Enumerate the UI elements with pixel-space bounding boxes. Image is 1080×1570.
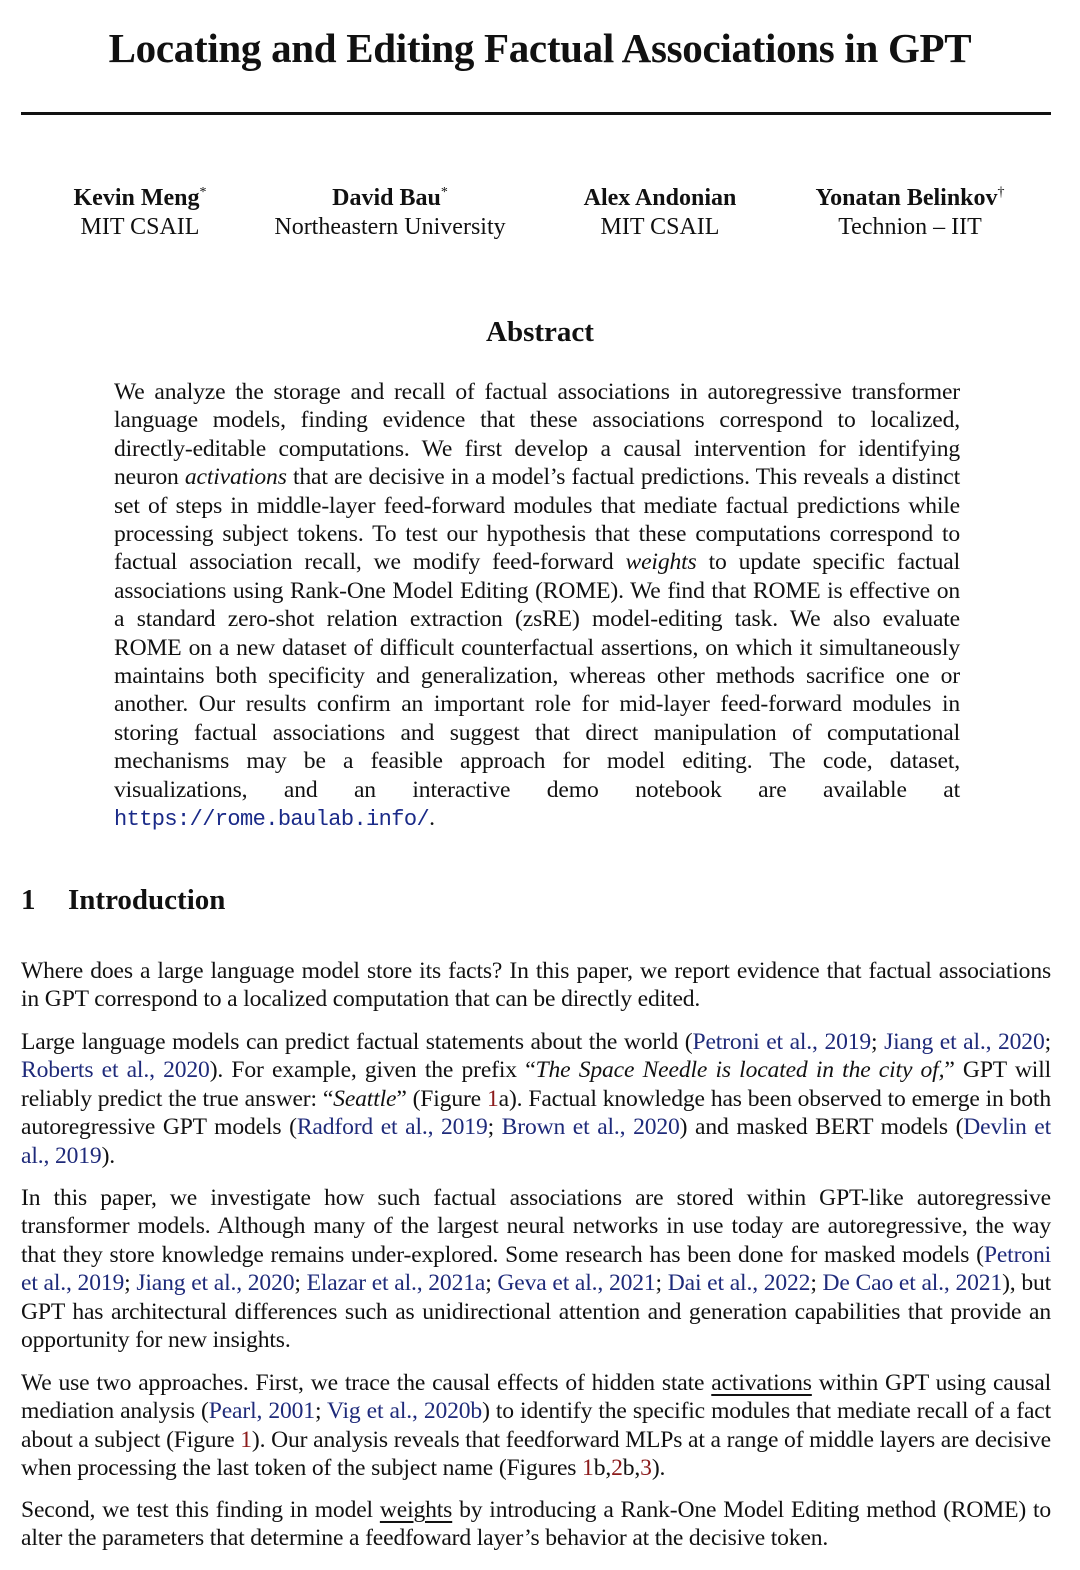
abstract-heading: Abstract — [486, 316, 594, 348]
emphasis: weights — [625, 549, 697, 576]
underlined-term: weights — [379, 1497, 453, 1523]
paper-title: Locating and Editing Factual Associations in GPT — [108, 25, 972, 71]
author-4 — [790, 184, 1030, 242]
citation-link[interactable]: De Cao et al., 2021 — [822, 1270, 1003, 1297]
section-heading — [21, 884, 225, 917]
citation-link[interactable]: Petroni et al., 2019 — [692, 1029, 872, 1055]
underlined-term: activations — [711, 1370, 812, 1396]
author-affiliation: Northeastern University — [274, 214, 506, 240]
citation-link[interactable]: Jiang et al., 2020 — [136, 1270, 295, 1297]
author-mark: † — [997, 185, 1005, 200]
author-mark: * — [199, 185, 207, 200]
section-number: 1 — [21, 884, 36, 916]
author-3 — [560, 184, 760, 242]
figure-ref-link[interactable]: 1 — [240, 1426, 252, 1453]
citation-link[interactable]: Geva et al., 2021 — [497, 1270, 656, 1297]
citation-link[interactable]: Radford et al., 2019 — [296, 1114, 488, 1141]
author-affiliation: MIT CSAIL — [600, 214, 720, 240]
figure-ref-link[interactable]: 1 — [486, 1085, 499, 1112]
emphasis: The Space Needle is located in the city of, — [535, 1057, 945, 1084]
intro-paragraph-5: Second, we test this finding in model weights by introducing a Rank-One Model Editing method (ROME) to alter the parameters that determine a feedfoward layer’s behavior at the decisive token. — [21, 1497, 1051, 1552]
abstract-body: We analyze the storage and recall of factual associations in autoregressive transformer language models, finding evidence that these associations correspond to localized, directly-editable computations. We first develop a causal intervention for identifying neuron activations that are decisive in a model’s factual predictions. This reveals a distinct set of steps in middle-layer feed-forward modules that mediate factual predictions while processing subject tokens. To test our hypothesis that these computations correspond to factual association recall, we modify feed-forward weights to update specific factual associations using Rank-One Model Editing (ROME). We find that ROME is effective on a standard zero-shot relation extraction (zsRE) model-editing task. We also evaluate ROME on a new dataset of difficult counterfactual assertions, on which it simultaneously maintains both specificity and generalization, whereas other methods sacrifice one or another. Our results confirm an important role for mid-layer feed-forward modules in storing factual associations and suggest that direct manipulation of computational mechanisms may be a feasible approach for model editing. The code, dataset, visualizations, and an interactive demo notebook are available at https://rome.baulab.info/. — [114, 379, 961, 833]
author-block — [0, 184, 1080, 254]
author-name: Alex Andonian — [583, 185, 737, 211]
figure-ref-link[interactable]: 1 — [582, 1455, 594, 1482]
intro-paragraph-1: Where does a large language model store its facts? In this paper, we report evidence that factual associations in GPT correspond to a localized computation that can be directly edited. — [21, 958, 1051, 1013]
section-title: Introduction — [68, 884, 226, 916]
emphasis: Seattle — [333, 1085, 397, 1112]
figure-ref-link[interactable]: 3 — [640, 1455, 652, 1482]
citation-link[interactable]: Jiang et al., 2020 — [884, 1029, 1045, 1055]
intro-paragraph-2: Large language models can predict factual statements about the world (Petroni et al., 2019; Jiang et al., 2020; Roberts et al., 2020). For example, given the prefix “The Space Needle is located in the city of,” GPT will reliably predict the true answer: “Seattle” (Figure 1a). Factual knowledge has been observed to emerge in both autoregressive GPT models (Radford et al., 2019; Brown et al., 2020) and masked BERT models (Devlin et al., 2019). — [21, 1029, 1052, 1169]
emphasis: activations — [184, 464, 287, 491]
author-name: Kevin Meng — [73, 185, 200, 211]
figure-ref-link[interactable]: 2 — [611, 1455, 623, 1482]
citation-link[interactable]: Devlin et al., 2019 — [21, 1114, 1051, 1169]
author-1 — [40, 184, 240, 242]
citation-link[interactable]: Elazar et al., 2021a — [306, 1270, 486, 1297]
citation-link[interactable]: Pearl, 2001 — [208, 1398, 315, 1425]
citation-link[interactable]: Dai et al., 2022 — [667, 1270, 811, 1297]
citation-link[interactable]: Roberts et al., 2020 — [21, 1057, 210, 1084]
intro-paragraph-4: We use two approaches. First, we trace the causal effects of hidden state activations within GPT using causal mediation analysis (Pearl, 2001; Vig et al., 2020b) to identify the specific modules that mediate recall of a fact about a subject (Figure 1). Our analysis reveals that feedforward MLPs at a range of middle layers are decisive when processing the last token of the subject name (Figures 1b,2b,3). — [21, 1370, 1052, 1482]
citation-link[interactable]: Petroni et al., 2019 — [21, 1241, 1051, 1297]
citation-link[interactable]: Brown et al., 2020 — [501, 1114, 680, 1141]
author-mark: * — [440, 185, 448, 200]
author-name: David Bau — [332, 185, 441, 211]
citation-link[interactable]: Vig et al., 2020b — [327, 1398, 483, 1425]
intro-paragraph-3: In this paper, we investigate how such factual associations are stored within GPT-like autoregressive transformer models. Although many of the largest neural networks in use today are autoregressive, the way that they store knowledge remains under-explored. Some research has been done for masked models (Petroni et al., 2019; Jiang et al., 2020; Elazar et al., 2021a; Geva et al., 2021; Dai et al., 2022; De Cao et al., 2021), but GPT has architectural differences such as unidirectional attention and generation capabilities that provide an opportunity for new insights. — [21, 1185, 1052, 1354]
project-url-link[interactable]: https://rome.baulab.info/ — [114, 807, 430, 833]
author-affiliation: Technion – IIT — [838, 214, 982, 240]
author-2 — [250, 184, 530, 242]
author-name: Yonatan Belinkov — [815, 185, 998, 211]
author-affiliation: MIT CSAIL — [80, 214, 200, 240]
title-rule — [21, 112, 1051, 115]
